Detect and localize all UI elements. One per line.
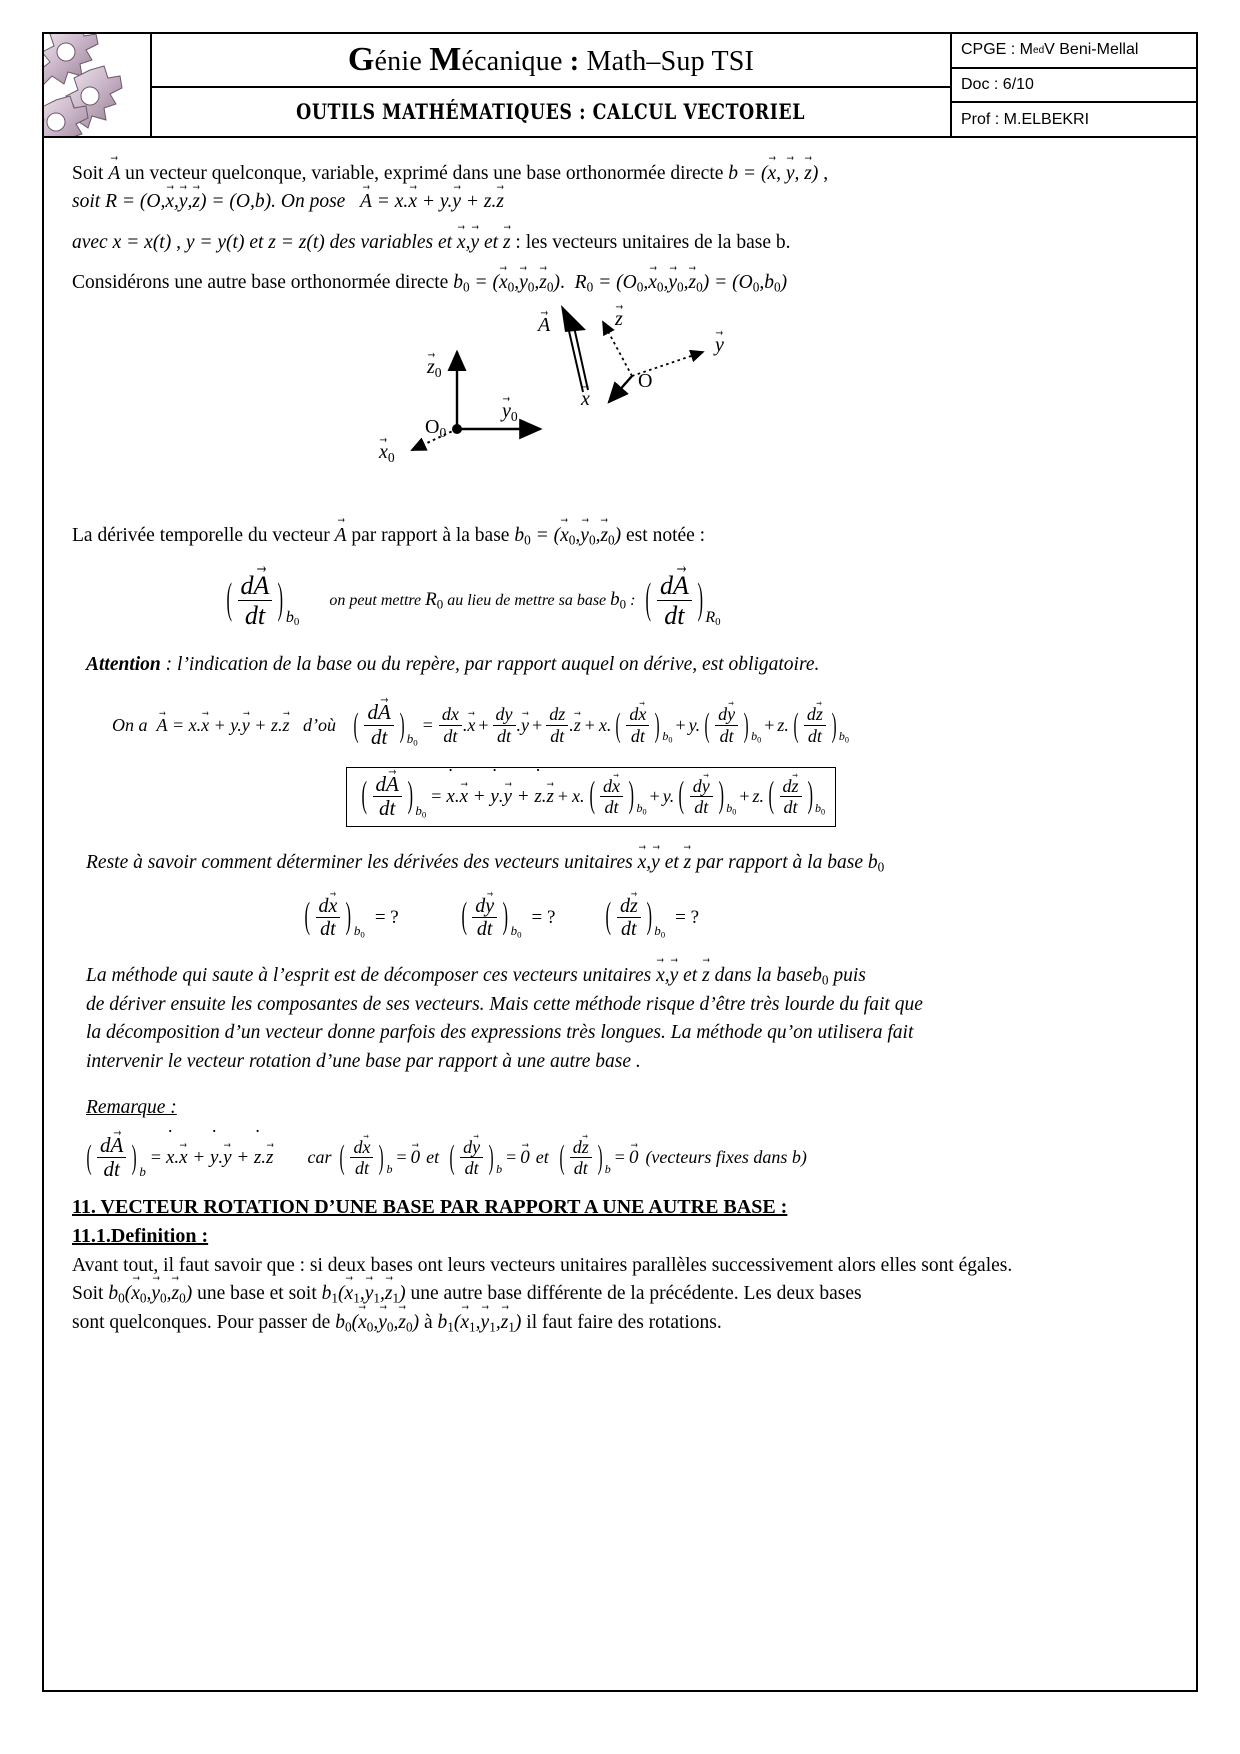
- gear-logo-icon: [44, 34, 152, 136]
- methode-vecs: x →,y → et z →: [656, 965, 710, 986]
- sec-p2-a: Soit: [72, 1283, 109, 1305]
- ona-term6-sub: $b_0$: [838, 729, 849, 745]
- title-g: G: [347, 40, 375, 78]
- ona-term3-frac: $\frac{dz}{dt}$: [546, 705, 568, 745]
- dA-dt-fraction-2: [657, 572, 692, 629]
- question-2-frac: $\frac{dy \to}{dt}$: [472, 896, 497, 941]
- ona-term3-vec: .z →: [569, 715, 581, 736]
- meta-cpge-label: CPGE : M: [961, 41, 1034, 59]
- intro-variables: x = x(t) , y = y(t) et z = z(t): [112, 231, 325, 253]
- intro-l2-a: soit: [72, 191, 106, 213]
- dA-dt-R0-group-right: [641, 572, 720, 629]
- document-page: [42, 32, 1198, 1692]
- fraction-denominator: dt: [244, 601, 266, 631]
- ona-lhs-fraction: [364, 699, 393, 749]
- right-paren-2: ): [697, 576, 703, 624]
- ona-term2-frac: $\frac{dy}{dt}$: [493, 705, 516, 745]
- sec-b1-basis: $b_1(x \to_1,y \to_1,z \to_1)$: [322, 1283, 406, 1304]
- diagram-label-y0: $y \to_0$: [502, 400, 518, 425]
- sec-p3-mid: à: [419, 1311, 438, 1333]
- intro-A-decomposition: A → = x.x → + y.y → + z.z →: [360, 191, 504, 212]
- ona-t4-num: dx →: [626, 705, 649, 726]
- intro-l1-a: Soit: [72, 163, 109, 184]
- question-2-sub: $b_0$: [510, 922, 522, 940]
- subtitle-row: [152, 88, 950, 136]
- main-title-row: [152, 34, 950, 88]
- remarque-title: Remarque :: [86, 1097, 177, 1119]
- main-title: [348, 41, 754, 79]
- question-2-result: = ?: [531, 906, 556, 928]
- derivee-l1-c: est notée :: [621, 524, 706, 546]
- ona-term2-vec: .y →: [517, 715, 530, 736]
- diagram-label-x: x →: [581, 388, 590, 411]
- ona-t5-num: dy →: [715, 705, 738, 726]
- q3-num: dz →: [617, 896, 641, 919]
- attention-line: [72, 651, 1168, 679]
- rq1-num: dx →: [350, 1138, 373, 1159]
- sec-p3-a: sont quelconques. Pour passer de: [72, 1311, 336, 1333]
- reste-text-a: Reste à savoir comment déterminer les dérivées des vecteurs unitaires: [86, 852, 638, 874]
- derivee-subscript-b0: $b_0$: [285, 609, 300, 629]
- reste-vecs: x →,y → et z →: [638, 852, 692, 873]
- right-paren: ): [277, 576, 284, 624]
- boxed-t4-group: ( $\frac{dx \to}{dt}$ ) $b_0$: [585, 777, 647, 817]
- remarque-q1-sub: b: [386, 1162, 393, 1177]
- derivee-l1-b: par rapport à la base: [346, 524, 515, 546]
- ona-lead: On a: [112, 714, 148, 735]
- ona-term1-vec: .x →: [463, 715, 476, 736]
- note-colon: :: [626, 592, 636, 610]
- intro-basis-b0: $b_0 = (x \to_0,y \to_0,z \to_0)$: [453, 272, 560, 293]
- remarque-q1-frac: $\frac{dx \to}{dt}$: [350, 1138, 373, 1178]
- methode-line-3: la décomposition d’un vecteur donne parfois des expressions très longues. La méthode qu’on utilisera fait: [86, 1022, 914, 1044]
- boxed-t4-coef: x.: [572, 786, 585, 807]
- ona-equation-row: On a A → = x.x → + y.y → + z.z → d’où ( $\frac{dA \to}{dt}$ ) $b_0$ = $\frac{dx}{dt}$ .x → + $\frac{dy}{dt}$ .y → + $\frac{dz}{dt}$ .z → + x. ( $\frac{dx \to}{dt}$ ) $b_0$ + y. ( $\frac{dy \to}{dt}$ ) $b_0$ + z. ( $\frac{dz \to}{dt}$ ) $b_0$: [72, 702, 1168, 749]
- remarque-zero-2: 0 →: [520, 1147, 530, 1169]
- diagram-svg: [72, 304, 1172, 500]
- document-body: [44, 138, 1196, 1337]
- boxed-t4-sub: $b_0$: [636, 800, 647, 817]
- boxed-lhs-frac: $\frac{dA \to}{dt}$: [373, 774, 402, 821]
- remarque-tail: (vecteurs fixes dans b): [645, 1147, 807, 1168]
- remarque-et-2: et: [535, 1147, 549, 1168]
- section-paragraph-3: [72, 1309, 1168, 1337]
- derivee-vector-A: A →: [335, 522, 347, 550]
- remarque-car: car: [307, 1147, 332, 1168]
- remarque-et-1: et: [426, 1147, 440, 1168]
- title-m: M: [429, 40, 462, 78]
- intro-unit-vectors: x →,y → et z →: [457, 232, 511, 253]
- methode-base: $b_0$: [812, 965, 829, 988]
- remarque-rhs: x ˙.x → + y ˙.y → + z ˙.z →: [166, 1147, 273, 1169]
- intro-l1-b: un vecteur quelconque, variable, exprimé dans une base orthonormée directe: [120, 163, 729, 184]
- question-1-result: = ?: [374, 906, 399, 928]
- boxed-t5-coef: y.: [662, 786, 675, 807]
- note-R0: $R_0$: [425, 589, 444, 612]
- boxed-lhs-sub: $b_0$: [415, 802, 427, 820]
- question-2-group: ( $\frac{dy \to}{dt}$ ) $b_0$: [457, 896, 522, 941]
- origin-O0-dot: [452, 424, 462, 434]
- boxed-t5-frac: $\frac{dy \to}{dt}$: [690, 777, 713, 817]
- left-paren-2: (: [645, 576, 652, 624]
- remarque-q3-sub: b: [604, 1162, 611, 1177]
- meta-cpge-sup: ed: [1033, 44, 1045, 56]
- question-1-sub: $b_0$: [353, 922, 365, 940]
- diagram-label-A: A →: [538, 314, 550, 337]
- ona-t6-num: dz →: [804, 705, 826, 726]
- derivee-l1-a: La dérivée temporelle du vecteur: [72, 524, 335, 546]
- intro-l4-dot: .: [560, 272, 575, 294]
- derivee-basis-b0: $b_0 = (x \to_0,y \to_0,z \to_0)$: [514, 525, 621, 546]
- diagram-label-O: O: [638, 369, 653, 392]
- ona-term4-sub: $b_0$: [662, 729, 673, 745]
- boxed-t5-sub: $b_0$: [726, 800, 737, 817]
- ona-term6-frac: $\frac{dz \to}{dt}$: [804, 705, 826, 745]
- diagram-label-z: z →: [615, 308, 623, 331]
- vector-A-head: [561, 305, 586, 332]
- section-subheading: 11.1.Definition :: [72, 1225, 209, 1248]
- note-b0: $b_0$: [610, 589, 627, 612]
- dA-dt-fraction: [238, 572, 273, 629]
- note-part-2: au lieu de mettre sa base: [447, 592, 607, 610]
- title-colon: :: [562, 45, 587, 77]
- vector-A-symbol: A →: [108, 160, 120, 188]
- title-course: Math–Sup TSI: [586, 45, 755, 77]
- document-header: [44, 34, 1196, 138]
- intro-l1-comma: ,: [818, 163, 829, 184]
- boxed-t6-group: ( $\frac{dz \to}{dt}$ ) $b_0$: [764, 777, 825, 817]
- boxed-equation-wrapper: [72, 767, 1168, 828]
- remarque-q2-frac: $\frac{dy \to}{dt}$: [460, 1138, 483, 1178]
- boxed-rhs-head: x ˙.x → + y ˙.y → + z ˙.z →: [446, 786, 553, 808]
- sec-p2-c: une autre base différente de la précédente. Les deux bases: [405, 1283, 862, 1305]
- reste-base: $b_0$: [867, 852, 885, 875]
- intro-line-3: [72, 229, 1168, 257]
- document-subtitle: OUTILS MATHÉMATIQUES : CALCUL VECTORIEL: [296, 99, 806, 125]
- intro-l3-a: avec: [72, 231, 113, 253]
- boxed-equation: ( $\frac{dA \to}{dt}$ ) $b_0$ = x ˙.x → + y ˙.y → + z ˙.z → + x. ( $\frac{dx \to}{dt}$ ) $b_0$ + y. ( $\frac{dy \to}{dt}$ ) $b_0$ + z. ( $\frac{dz \to}{dt}$ ) $b_0$: [346, 767, 836, 828]
- remarque-zero-1: 0 →: [411, 1147, 421, 1169]
- sec-p3-b0-basis: $b_0(x \to_0,y \to_0,z \to_0)$: [335, 1312, 419, 1333]
- derivee-note-text: [329, 589, 635, 613]
- ona-lhs-group: [349, 699, 418, 749]
- boxed-t6-sub: $b_0$: [815, 800, 826, 817]
- q2-num: dy →: [472, 896, 497, 919]
- intro-repere-R: R = (O,x →,y →,z →) = (O,b): [105, 191, 271, 212]
- derivee-equation-row: [72, 572, 1168, 629]
- remarque-equation-row: ( $\frac{dA \to}{dt}$ ) b = x ˙.x → + y ˙.y → + z ˙.z → car ( $\frac{dx \to}{dt}$ ) b = 0 → et ( $\frac{dy \to}{dt}$ ) b = 0 → et ( $\frac{dz \to}{dt}$ ) b = 0 → (vecteurs fixes dans b): [72, 1135, 1168, 1182]
- remarque-lhs-group: ( $\frac{dA \to}{dt}$ ) b: [82, 1135, 146, 1182]
- title-enie: énie: [374, 45, 430, 77]
- ona-left-paren: (: [353, 705, 360, 744]
- intro-l2-mid: . On pose: [271, 191, 346, 213]
- sec-p3-end: il faut faire des rotations.: [521, 1311, 722, 1333]
- diagram-label-y: y →: [715, 334, 724, 357]
- ona-term4-frac: $\frac{dx \to}{dt}$: [626, 705, 649, 745]
- sec-b0-basis: $b_0(x \to_0,y \to_0,z \to_0)$: [108, 1283, 192, 1304]
- attention-text: : l’indication de la base ou du repère, par rapport auquel on dérive, est obligatoire.: [160, 654, 820, 676]
- question-3-frac: $\frac{dz \to}{dt}$: [617, 896, 641, 941]
- note-part-1: on peut mettre: [329, 592, 422, 610]
- intro-line-2: [72, 188, 1168, 216]
- remarque-q3-group: ( $\frac{dz \to}{dt}$ ) b: [555, 1138, 611, 1178]
- rq3-num: dz →: [570, 1138, 592, 1159]
- reste-text-b: par rapport à la base: [691, 852, 868, 874]
- ona-term6-coef: z.: [777, 714, 789, 735]
- ona-equals: =: [422, 714, 433, 735]
- meta-doc: Doc : 6/10: [952, 69, 1196, 104]
- remarque-lhs-sub: b: [139, 1164, 146, 1180]
- boxed-equals: =: [431, 786, 442, 807]
- intro-line-1: [72, 160, 1168, 188]
- left-paren: (: [226, 576, 233, 624]
- diagram-label-x0: $x \to_0$: [379, 441, 395, 466]
- ona-term5-frac: $\frac{dy \to}{dt}$: [715, 705, 738, 745]
- fraction-numerator-2: dA →: [657, 572, 692, 601]
- ona-right-paren: ): [399, 705, 405, 744]
- meta-cell: [952, 34, 1196, 136]
- boxed-t6-coef: z.: [752, 786, 765, 807]
- remarque-q2-group: ( $\frac{dy \to}{dt}$ ) b: [445, 1138, 502, 1178]
- methode-l1-b: dans la base: [709, 965, 813, 987]
- vector-bases-diagram: [72, 304, 1168, 500]
- reste-line: [72, 849, 1168, 877]
- remarque-zero-3: 0 →: [629, 1147, 639, 1169]
- ona-dou: d’où: [302, 714, 336, 735]
- meta-prof: Prof : M.ELBEKRI: [961, 110, 1090, 128]
- ona-term4-coef: x.: [598, 714, 612, 735]
- fraction-denominator-2: dt: [664, 601, 685, 631]
- derivee-subscript-R0: $R_0$: [705, 609, 721, 629]
- remarque-q1-group: ( $\frac{dx \to}{dt}$ ) b: [335, 1138, 392, 1178]
- dA-dt-b0-group-left: [222, 572, 299, 629]
- q1-num: dx →: [316, 896, 341, 919]
- section-paragraph-2: [72, 1280, 1168, 1308]
- attention-label: Attention: [86, 654, 161, 676]
- title-cell: [152, 34, 952, 136]
- intro-l3-end: : les vecteurs unitaires de la base b.: [510, 231, 791, 253]
- boxed-t4-num: dx →: [600, 777, 623, 798]
- methode-line-4: intervenir le vecteur rotation d’une base par rapport à une autre base .: [86, 1050, 641, 1072]
- derivee-intro-line: [72, 522, 1168, 550]
- boxed-t4-frac: $\frac{dx \to}{dt}$: [600, 777, 623, 817]
- ona-term1-frac: $\frac{dx}{dt}$: [439, 705, 462, 745]
- boxed-lhs-group: ( $\frac{dA \to}{dt}$ ) $b_0$: [357, 774, 426, 821]
- question-1-group: ( $\frac{dx \to}{dt}$ ) $b_0$: [300, 896, 365, 941]
- remarque-q2-sub: b: [496, 1162, 503, 1177]
- rq2-num: dy →: [460, 1138, 483, 1159]
- intro-l3-mid: des variables et: [324, 231, 457, 253]
- intro-l4-a: Considérons une autre base orthonormée directe: [72, 272, 454, 294]
- methode-line-2: de dériver ensuite les composantes de ses vecteurs. Mais cette méthode risque d’être très lourde du fait que: [86, 993, 923, 1015]
- ona-lhs-num: dA →: [364, 702, 393, 726]
- section-heading: 11. VECTEUR ROTATION D’UNE BASE PAR RAPPORT A UNE AUTRE BASE :: [72, 1196, 788, 1219]
- boxed-t6-frac: $\frac{dz \to}{dt}$: [780, 777, 802, 817]
- boxed-t5-num: dy →: [690, 777, 713, 798]
- ona-A-expr: A → = x.x → + y.y → + z.z →: [157, 715, 290, 736]
- boxed-t5-group: ( $\frac{dy \to}{dt}$ ) $b_0$: [674, 777, 736, 817]
- title-ecanique: écanique: [461, 45, 563, 77]
- meta-cpge: [952, 34, 1196, 69]
- questions-row: [72, 896, 1168, 941]
- remarque-lhs-frac: $\frac{dA \to}{dt}$: [97, 1135, 126, 1182]
- methode-l1-c: puis: [828, 965, 866, 987]
- intro-basis-b: b = (x →, y →, z →): [728, 163, 818, 184]
- sec-p3-b1-basis: $b_1(x \to_1,y \to_1,z \to_1)$: [438, 1312, 522, 1333]
- meta-cpge-rest: V Beni-Mellal: [1044, 41, 1139, 59]
- question-3-group: ( $\frac{dz \to}{dt}$ ) $b_0$: [601, 896, 665, 941]
- diagram-label-z0: $z \to_0$: [427, 356, 442, 381]
- remarque-q3-frac: $\frac{dz \to}{dt}$: [570, 1138, 592, 1178]
- remarque-lhs-num: dA →: [97, 1135, 126, 1159]
- section-paragraph-1: Avant tout, il faut savoir que : si deux bases ont leurs vecteurs unitaires parallèles successivement alors elles sont égales.: [72, 1254, 1013, 1276]
- question-3-sub: $b_0$: [654, 922, 666, 940]
- methode-line-1: [72, 962, 1168, 990]
- ona-term4-group: ( $\frac{dx \to}{dt}$ ) $b_0$: [611, 705, 672, 745]
- ona-term5-sub: $b_0$: [751, 729, 762, 745]
- ona-lhs-sub: $b_0$: [406, 731, 418, 748]
- intro-repere-R0: $R_0 = (O_0,x \to_0,y \to_0,z \to_0) = (O_0,b_0)$: [575, 272, 787, 293]
- boxed-t6-num: dz →: [780, 777, 802, 798]
- axis-x: [609, 376, 632, 402]
- sec-p2-b: une base et soit: [192, 1283, 322, 1305]
- ona-term6-group: ( $\frac{dz \to}{dt}$ ) $b_0$: [789, 705, 849, 745]
- methode-l1-a: La méthode qui saute à l’esprit est de décomposer ces vecteurs unitaires: [86, 965, 657, 987]
- ona-term5-group: ( $\frac{dy \to}{dt}$ ) $b_0$: [700, 705, 761, 745]
- ona-lhs-den: dt: [370, 724, 388, 749]
- fraction-numerator: dA →: [238, 572, 273, 601]
- boxed-lhs-num: dA →: [373, 774, 402, 798]
- question-3-result: = ?: [675, 906, 700, 928]
- question-1-frac: $\frac{dx \to}{dt}$: [316, 896, 341, 941]
- ona-term5-coef: y.: [688, 714, 701, 735]
- diagram-label-O0: $O_0$: [425, 415, 447, 440]
- logo-cell: [44, 34, 152, 136]
